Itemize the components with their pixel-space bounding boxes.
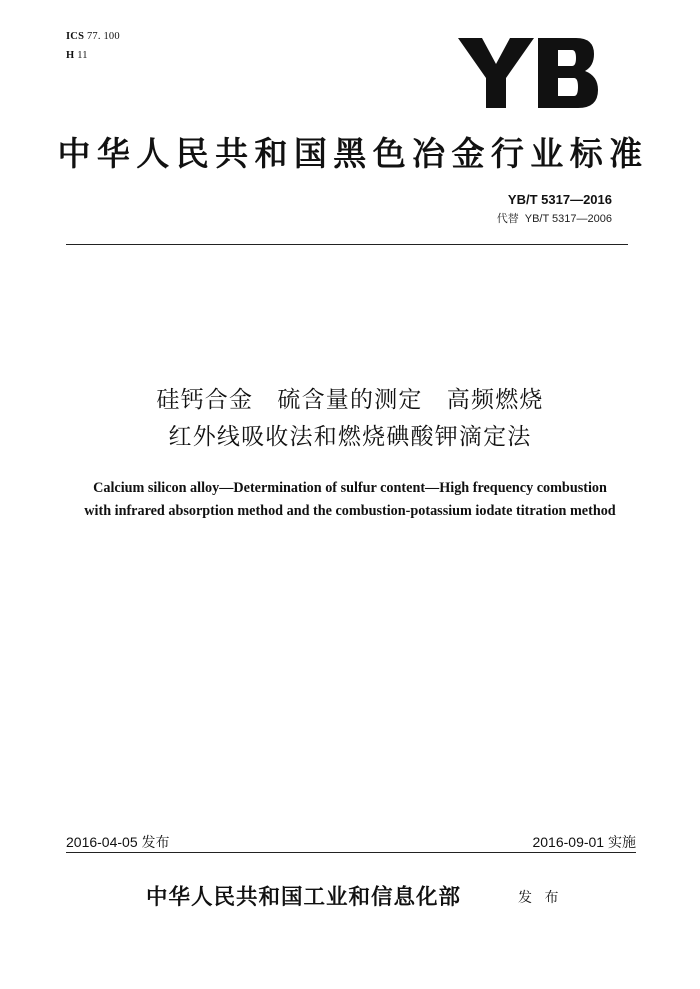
issuing-authority: 中华人民共和国工业和信息化部 xyxy=(146,885,462,910)
issue-date: 2016-04-05 发布 xyxy=(66,834,170,850)
title-chinese-line-2: 红外线吸收法和燃烧碘酸钾滴定法 xyxy=(168,424,532,450)
title-chinese-line-1: 硅钙合金 硫含量的测定 高频燃烧 xyxy=(156,387,544,413)
issue-action: 发 布 xyxy=(518,890,563,906)
implementation-date: 2016-09-01 实施 xyxy=(532,834,636,850)
standard-organization-title: 中华人民共和国黑色冶金行业标准 xyxy=(57,134,649,173)
header-divider xyxy=(66,244,628,245)
ics-code xyxy=(66,31,120,43)
yb-logo xyxy=(458,38,598,108)
logo-letter-b xyxy=(538,38,598,108)
ccs-label: H xyxy=(66,50,75,61)
logo-letter-y xyxy=(458,38,534,108)
replaces-label: 代替 xyxy=(496,212,519,225)
title-english: Calcium silicon alloy—Determination of sulfur content—High frequency combustion with infrared absorption method and the combustion-potassium iodate titration method xyxy=(84,480,616,519)
ics-value: 77. 100 xyxy=(86,31,120,42)
standard-number: YB/T 5317—2016 xyxy=(507,192,612,207)
date-divider xyxy=(66,852,636,853)
ccs-value: 11 xyxy=(77,50,88,61)
replaces-number: YB/T 5317—2006 xyxy=(524,213,612,225)
ics-label: ICS xyxy=(66,31,85,42)
ccs-code xyxy=(66,50,88,62)
replaces-standard xyxy=(497,210,612,226)
